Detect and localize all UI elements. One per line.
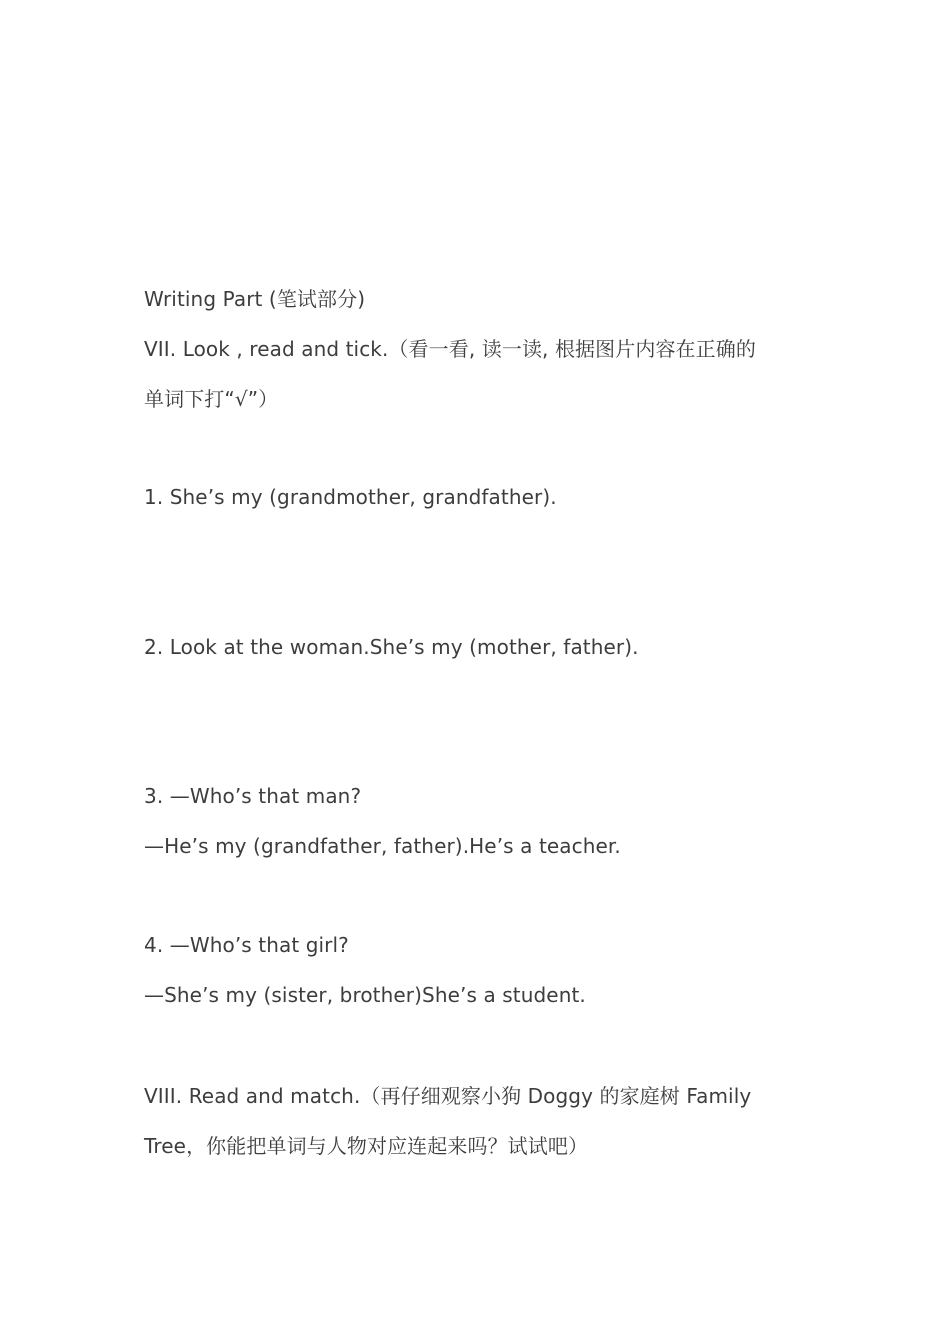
question-1: 1. She’s my (grandmother, grandfather). [144,485,557,509]
question-2: 2. Look at the woman.She’s my (mother, father). [144,635,639,659]
section-vii-instruction-continued: 单词下打“√”） [144,387,279,411]
writing-part-heading: Writing Part (笔试部分) [144,287,366,311]
question-3-prompt: 3. —Who’s that man? [144,784,362,808]
section-vii-instruction: VII. Look , read and tick.（看一看, 读一读, 根据图片内容在正确的 [144,337,756,361]
question-3-answer: —He’s my (grandfather, father).He’s a teacher. [144,834,621,858]
section-viii-instruction-continued: Tree，你能把单词与人物对应连起来吗？试试吧） [144,1134,589,1158]
question-4-answer: —She’s my (sister, brother)She’s a student. [144,983,586,1007]
question-4-prompt: 4. —Who’s that girl? [144,933,349,957]
section-viii-instruction: VIII. Read and match.（再仔细观察小狗 Doggy 的家庭树 Family [144,1084,752,1108]
